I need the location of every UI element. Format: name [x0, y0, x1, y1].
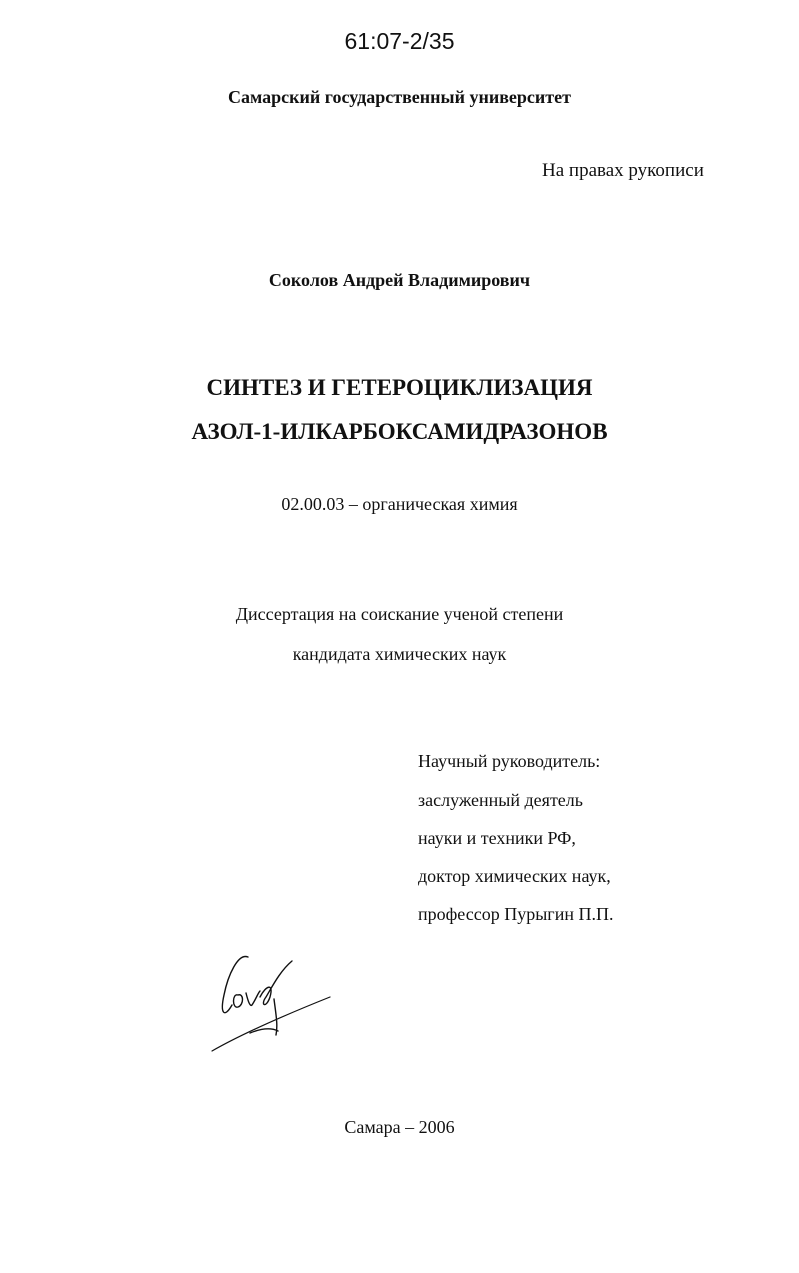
supervisor-line: науки и техники РФ, [418, 828, 576, 848]
dissertation-line-1: Диссертация на соискание ученой степени [235, 604, 564, 624]
catalog-code: 61:07-2/35 [344, 28, 455, 54]
supervisor-line: заслуженный деятель [418, 790, 583, 810]
handwritten-signature [200, 935, 340, 1060]
supervisor-line: доктор химических наук, [418, 866, 611, 886]
specialty: 02.00.03 – органическая химия [281, 494, 518, 514]
supervisor-line: Научный руководитель: [418, 751, 601, 771]
city-year: Самара – 2006 [344, 1117, 455, 1137]
university-name: Самарский государственный университет [228, 87, 571, 107]
title-line-1: СИНТЕЗ И ГЕТЕРОЦИКЛИЗАЦИЯ [206, 375, 593, 400]
author-name: Соколов Андрей Владимирович [268, 270, 531, 290]
title-line-2: АЗОЛ-1-ИЛКАРБОКСАМИДРАЗОНОВ [191, 419, 608, 444]
dissertation-line-2: кандидата химических наук [292, 644, 507, 664]
rights-note: На правах рукописи [542, 160, 704, 181]
supervisor-line: профессор Пурыгин П.П. [418, 904, 614, 924]
